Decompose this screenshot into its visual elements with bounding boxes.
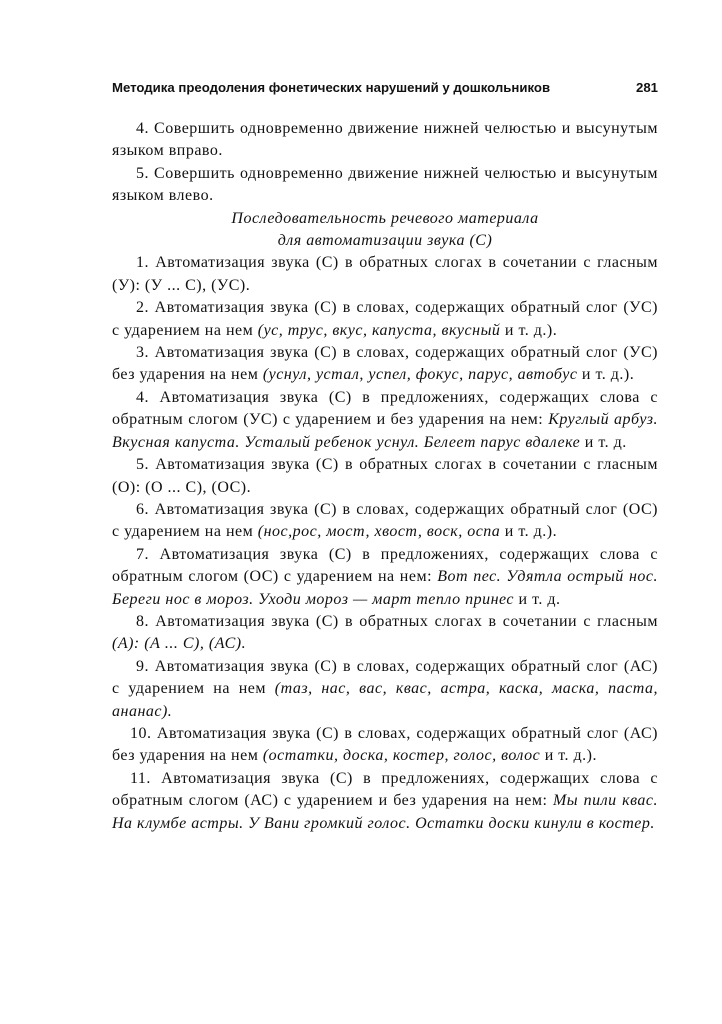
- list-item: 8. Автоматизация звука (С) в обратных слогах в сочетании с гласным (А): (А ... С), (АС).: [112, 612, 658, 653]
- running-header: [112, 80, 658, 102]
- list-item: 6. Автоматизация звука (С) в словах, содержащих обратный слог (ОС) с ударением на нем (нос,рос, мост, хвост, воск, оспа и т. д.).: [112, 500, 658, 541]
- list-item: 11. Автоматизация звука (С) в предложениях, содержащих слова с обратным слогом (АС) с ударением и без ударения на нем: Мы пили квас. На клумбе астры. У Вани громкий голос. Остатки доски кинули в костер.: [112, 769, 658, 832]
- list-item: 9. Автоматизация звука (С) в словах, содержащих обратный слог (АС) с ударением на нем (таз, нас, вас, квас, астра, каска, маска, паста, ананас).: [112, 657, 658, 720]
- page-body: [112, 118, 658, 835]
- list-item: 10. Автоматизация звука (С) в словах, содержащих обратный слог (АС) без ударения на нем (остатки, доска, костер, голос, волос и т. д.).: [112, 724, 658, 765]
- section-heading-line1: Последовательность речевого материала: [231, 209, 539, 227]
- section-heading-line2: для автоматизации звука (С): [277, 232, 493, 250]
- list-item: 5. Автоматизация звука (С) в обратных слогах в сочетании с гласным (О): (О ... С), (ОС).: [112, 456, 658, 496]
- exercise-item-4: 4. Совершить одновременно движение нижней челюстью и высунутым языком вправо.: [112, 120, 658, 160]
- list-item: 2. Автоматизация звука (С) в словах, содержащих обратный слог (УС) с ударением на нем (ус, трус, вкус, капуста, вкусный и т. д.).: [112, 299, 658, 339]
- exercise-item-5: 5. Совершить одновременно движение нижней челюстью и высунутым языком влево.: [112, 164, 658, 205]
- page-number: 281: [635, 80, 658, 95]
- list-item: 3. Автоматизация звука (С) в словах, содержащих обратный слог (УС) без ударения на нем (уснул, устал, успел, фокус, парус, автобус и т. д.).: [112, 344, 658, 384]
- list-item: 4. Автоматизация звука (С) в предложениях, содержащих слова с обратным слогом (УС) с ударением и без ударения на нем: Круглый арбуз. Вкусная капуста. Усталый ребенок уснул. Белеет парус вдалеке и т. д.: [112, 388, 659, 451]
- list-item: 7. Автоматизация звука (С) в предложениях, содержащих слова с обратным слогом (ОС) с ударением на нем: Вот пес. Удятла острый нос. Береги нос в мороз. Уходи мороз — март тепло принес и т. д.: [112, 545, 658, 608]
- header-title: Методика преодоления фонетических нарушений у дошкольников: [112, 80, 551, 95]
- list-item: 1. Автоматизация звука (С) в обратных слогах в сочетании с гласным (У): (У ... С), (УС).: [112, 254, 658, 294]
